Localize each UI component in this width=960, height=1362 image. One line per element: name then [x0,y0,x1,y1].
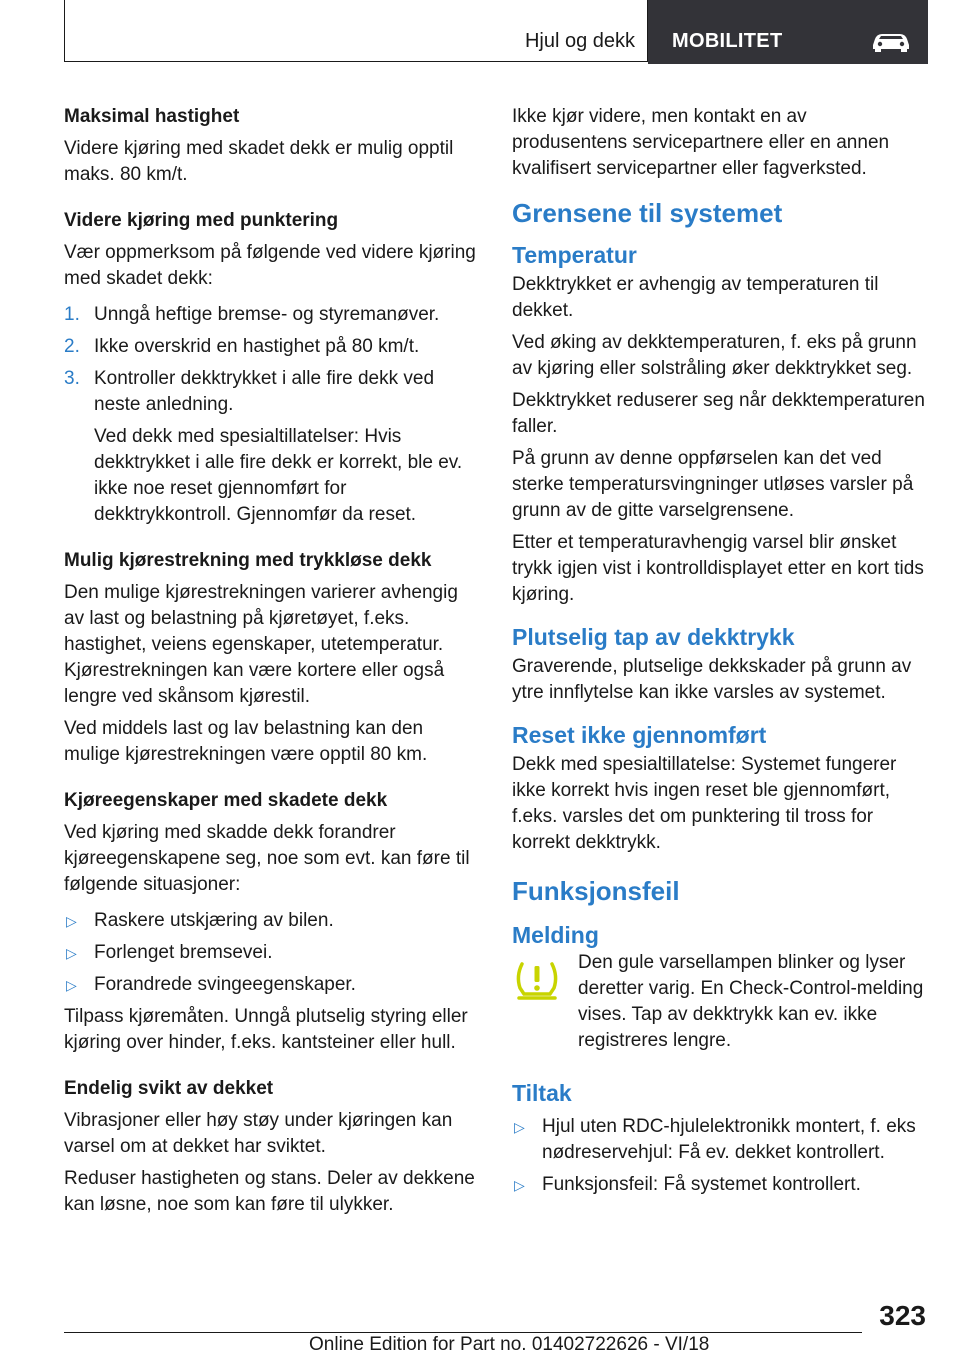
paragraph-temp-2: Ved øking av dekktemperaturen, f. eks på grunn av kjøring eller solstråling øker dekktrykket seg. [512,332,917,379]
bullet-text: Raskere utskjæring av bilen. [94,910,334,931]
heading-range: Mulig kjørestrekning med trykkløse dekk [64,550,432,571]
heading-failure: Endelig svikt av dekket [64,1078,274,1099]
header-title-box [64,0,648,62]
heading-action: Tiltak [512,1080,572,1106]
paragraph-range-1: Den mulige kjørestrekningen varierer avhengig av last og belastning på kjøretøyet, f.eks. hastighet, veiens egenskaper, utetemperatur. Kjørestrekningen kan være kortere eller også lengre ved skånsom kjørestil. [64,582,458,707]
footer-divider [64,1332,862,1333]
paragraph-failure-1: Vibrasjoner eller høy støy under kjøringen kan varsel om at dekket har sviktet. [64,1110,453,1157]
heading-system-limits: Grensene til systemet [512,198,783,228]
list-item [512,1114,926,1166]
heading-temperature: Temperatur [512,242,637,268]
step-number: 2. [64,336,80,357]
paragraph-temp-5: Etter et temperaturavhengig varsel blir ønsket trykk igjen vist i kontrolldisplayet etter en kort tids kjøring. [512,532,924,605]
paragraph-max-speed: Videre kjøring med skadet dekk er mulig opptil maks. 80 km/t. [64,138,454,185]
triangle-bullet-icon: ▷ [66,913,77,929]
paragraph-failure-2: Reduser hastigheten og stans. Deler av dekkene kan løsne, noe som kan føre til ulykker. [64,1168,475,1215]
step-text: Ikke overskrid en hastighet på 80 km/t. [94,336,420,357]
step-number: 3. [64,368,80,389]
handling-bullets [64,908,478,998]
heading-flat-driving: Videre kjøring med punktering [64,210,339,231]
paragraph-contact: Ikke kjør videre, men kontakt en av produsentens servicepartnere eller en annen kvalifisert servicepartner eller fagverksted. [512,106,890,179]
paragraph-handling: Ved kjøring med skadde dekk forandrer kjøreegenskapene seg, noe som evt. kan føre til følgende situasjoner: [64,822,470,895]
paragraph-message: Den gule varsellampen blinker og lyser deretter varig. En Check-Control-melding vises. Tap av dekktrykk kan ev. ikke registreres lengre. [578,952,924,1051]
step-subtext: Ved dekk med spesialtillatelser: Hvis dekktrykket i alle fire dekk er korrekt, ble ev. ikke noe reset gjennomført for dekktrykkontroll. Gjennomfør da reset. [94,426,463,525]
list-item [64,334,478,360]
list-item [64,940,478,966]
paragraph-sudden-loss: Graverende, plutselige dekkskader på grunn av ytre innflytelse kan ikke varsles av systemet. [512,656,912,703]
heading-handling: Kjøreegenskaper med skadete dekk [64,790,388,811]
tire-pressure-warning-icon [514,958,560,1002]
paragraph-flat-driving: Vær oppmerksom på følgende ved videre kjøring med skadet dekk: [64,242,476,289]
bullet-text: Forlenget bremsevei. [94,942,273,963]
bullet-text: Forandrede svingeegenskaper. [94,974,356,995]
chapter-tab [648,0,928,64]
heading-max-speed: Maksimal hastighet [64,106,240,127]
bullet-text: Hjul uten RDC-hjulelektronikk montert, f. eks nødreservehjul: Få ev. dekket kontrollert. [542,1116,916,1163]
heading-reset: Reset ikke gjennomført [512,722,767,748]
step-number: 1. [64,304,80,325]
edition-text: Online Edition for Part no. 01402722626 - VI/18 [309,1334,710,1355]
paragraph-adjust: Tilpass kjøremåten. Unngå plutselig styring eller kjøring over hinder, f.eks. kantsteiner eller hull. [64,1006,468,1053]
list-item [64,908,478,934]
list-item [64,366,478,528]
step-text: Kontroller dekktrykket i alle fire dekk ved neste anledning. [94,368,435,415]
right-column [512,104,926,1204]
triangle-bullet-icon: ▷ [514,1177,525,1193]
paragraph-temp-1: Dekktrykket er avhengig av temperaturen til dekket. [512,274,879,321]
triangle-bullet-icon: ▷ [514,1119,525,1135]
car-icon [870,30,912,52]
paragraph-temp-3: Dekktrykket reduserer seg når dekktemperaturen faller. [512,390,925,437]
paragraph-range-2: Ved middels last og lav belastning kan den mulige kjørestrekningen være opptil 80 km. [64,718,428,765]
list-item [64,302,478,328]
triangle-bullet-icon: ▷ [66,945,77,961]
warning-block [512,950,926,1054]
page-number: 323 [879,1300,926,1331]
bullet-text: Funksjonsfeil: Få systemet kontrollert. [542,1174,861,1195]
heading-sudden-loss: Plutselig tap av dekktrykk [512,624,795,650]
action-bullets [512,1114,926,1198]
left-column [64,104,478,1218]
page-header [64,0,928,64]
triangle-bullet-icon: ▷ [66,977,77,993]
steps-list [64,302,478,528]
step-text: Unngå heftige bremse- og styremanøver. [94,304,440,325]
paragraph-temp-4: På grunn av denne oppførselen kan det ved sterke temperatursvingninger utløses varsler på grunn av de gitte varselgrensene. [512,448,914,521]
section-title: Hjul og dekk [524,30,635,52]
heading-message: Melding [512,922,599,948]
list-item [64,972,478,998]
paragraph-reset: Dekk med spesialtillatelse: Systemet fungerer ikke korrekt hvis ingen reset ble gjennomført, f.eks. varsles det om punktering til tross for korrekt dekktrykk. [512,754,897,853]
heading-malfunction: Funksjonsfeil [512,876,680,906]
chapter-label: MOBILITET [672,30,783,52]
list-item [512,1172,926,1198]
